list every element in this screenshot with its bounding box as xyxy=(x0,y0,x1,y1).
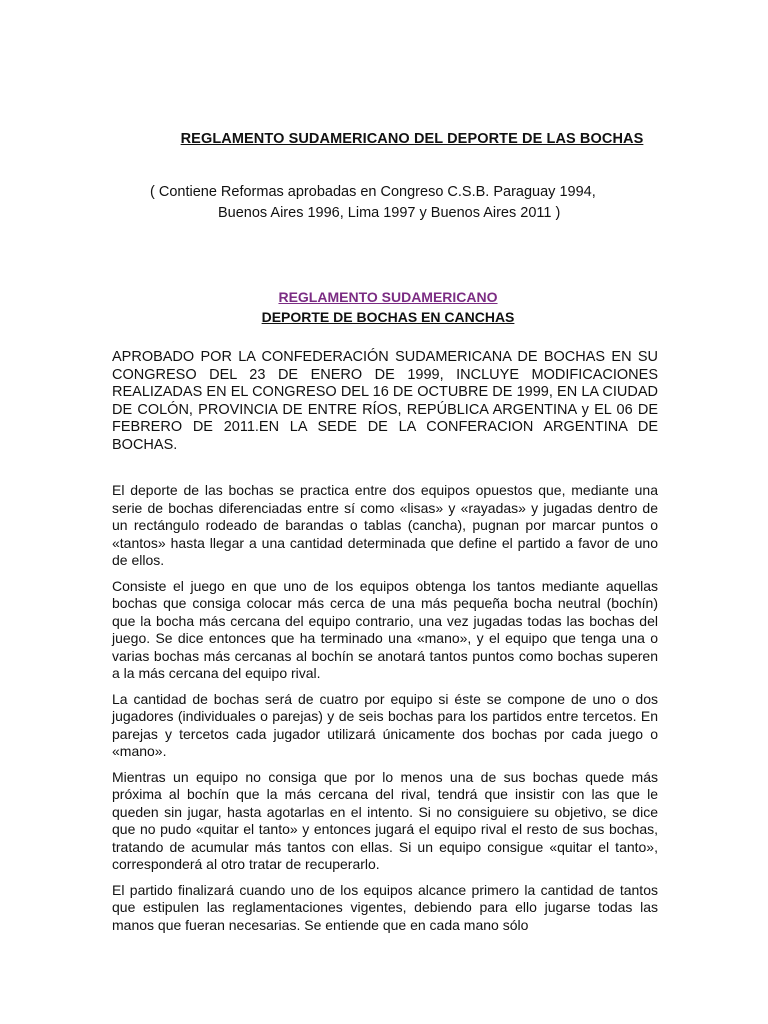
paragraph: El deporte de las bochas se practica entre dos equipos opuestos que, mediante una serie de bochas diferenciadas entre sí como «lisas» y «rayadas» y jugadas dentro de un rectángulo rodeado de barandas o tablas (cancha), pugnan por marcar puntos o «tantos» hasta llegar a una cantidad determinada que define el partido a favor de uno de ellos. xyxy=(112,482,658,568)
reform-note-line-1: ( Contiene Reformas aprobadas en Congreso C.S.B. Paraguay 1994, xyxy=(150,184,596,200)
reform-note xyxy=(150,182,670,224)
regulation-subtitle-link[interactable]: REGLAMENTO SUDAMERICANO xyxy=(278,289,498,305)
paragraph: La cantidad de bochas será de cuatro por equipo si éste se compone de uno o dos jugadores (individuales o parejas) y de seis bochas para los partidos entre tercetos. En parejas y tercetos cada jugador utilizará únicamente dos bochas por cada juego o «mano». xyxy=(112,690,658,759)
approval-paragraph: APROBADO POR LA CONFEDERACIÓN SUDAMERICANA DE BOCHAS EN SU CONGRESO DEL 23 DE ENERO DE 1999, INCLUYE MODIFICACIONES REALIZADAS EN EL CONGRESO DEL 16 DE OCTUBRE DE 1999, EN LA CIUDAD DE COLÓN, PROVINCIA DE ENTRE RÍOS, REPÚBLICA ARGENTINA y EL 06 DE FEBRERO DE 2011.EN LA SEDE DE LA CONFERACION ARGENTINA DE BOCHAS. xyxy=(112,349,658,453)
paragraph: El partido finalizará cuando uno de los equipos alcance primero la cantidad de tantos que estipulen las reglamentaciones vigentes, debiendo para ello jugarse todas las manos que fueran necesarias. Se entiende que en cada mano sólo xyxy=(112,881,658,933)
paragraph: Consiste el juego en que uno de los equipos obtenga los tantos mediante aquellas bochas que consiga colocar más cerca de una más pequeña bocha neutral (bochín) que la bocha más cercana del equipo contrario, una vez jugadas todas las bochas del juego. Se dice entonces que ha terminado una «mano», y el equipo que tenga una o varias bochas más cercanas al bochín se anotará tantos puntos como bochas superen a la más cercana del equipo rival. xyxy=(112,577,658,681)
document-title: REGLAMENTO SUDAMERICANO DEL DEPORTE DE LAS BOCHAS xyxy=(180,131,644,147)
reform-note-line-2: Buenos Aires 1996, Lima 1997 y Buenos Aires 2011 ) xyxy=(218,205,561,221)
paragraph: Mientras un equipo no consiga que por lo menos una de sus bochas quede más próxima al bochín que la más cercana del rival, tendrá que insistir con las que le queden sin jugar, hasta agotarlas en el intento. Si no consiguiere su objetivo, se dice que no pudo «quitar el tanto» y entonces jugará el equipo rival el resto de sus bochas, tratando de acumular más tantos con ellas. Si un equipo consigue «quitar el tanto», corresponderá al otro tratar de recuperarlo. xyxy=(112,768,658,872)
regulation-subtitle: DEPORTE DE BOCHAS EN CANCHAS xyxy=(261,309,515,325)
body-text xyxy=(112,482,658,942)
